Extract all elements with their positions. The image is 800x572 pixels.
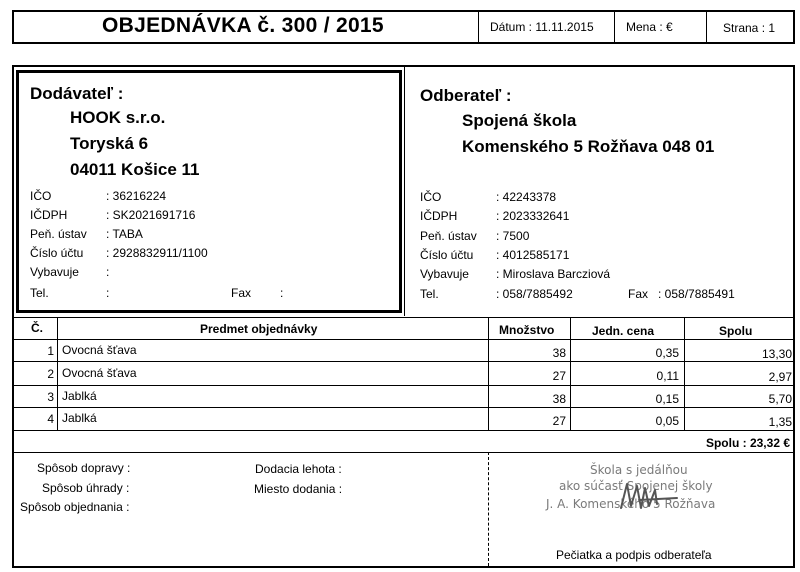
supplier-ico-value: : 36216224 (106, 189, 167, 203)
sum-line (14, 452, 794, 453)
supplier-fax-value: : (280, 286, 284, 300)
currency: Mena : € (626, 20, 673, 34)
col-header-total: Spolu (719, 324, 753, 338)
customer-ico-label: IČO (420, 190, 442, 204)
header-divider (614, 12, 615, 43)
delivery-place-label: Miesto dodania : (254, 482, 343, 496)
row-quantity: 27 (552, 369, 566, 383)
customer-fax-value: : 058/7885491 (658, 287, 735, 301)
header-divider (478, 12, 479, 43)
signature-scribble (615, 478, 685, 514)
supplier-bank-label: Peň. ústav (30, 227, 87, 241)
customer-tel-label: Tel. (420, 287, 439, 301)
supplier-account-label: Číslo účtu (30, 246, 84, 260)
table-top-line (14, 317, 794, 318)
col-header-quantity: Množstvo (499, 323, 555, 337)
supplier-handler-label: Vybavuje (30, 265, 79, 279)
customer-handler-value: : Miroslava Barcziová (496, 267, 611, 281)
table-bottom-line (14, 430, 794, 431)
supplier-heading: Dodávateľ : (30, 84, 124, 103)
table-col-divider (488, 317, 489, 430)
supplier-tel-label: Tel. (30, 286, 49, 300)
supplier-city: 04011 Košice 11 (70, 160, 200, 179)
supplier-ico-label: IČO (30, 189, 52, 203)
payment-label: Spôsob úhrady : (42, 481, 130, 495)
supplier-tel-value: : (106, 286, 110, 300)
table-row-line (14, 385, 794, 386)
row-number: 1 (47, 344, 54, 358)
supplier-street: Toryská 6 (70, 134, 149, 153)
row-unit-price: 0,35 (655, 346, 679, 360)
order-date: Dátum : 11.11.2015 (490, 20, 594, 34)
row-item: Jablká (62, 389, 97, 403)
table-header-line (14, 339, 794, 340)
order-sum: Spolu : 23,32 € (705, 436, 790, 450)
page-number: Strana : 1 (723, 21, 776, 35)
stamp-line: ako súčasť Spojenej školy (559, 479, 713, 493)
customer-name: Spojená škola (462, 111, 577, 130)
supplier-bank-value: : TABA (106, 227, 143, 241)
customer-account-value: : 4012585171 (496, 248, 570, 262)
table-col-divider (684, 317, 685, 430)
customer-ico-value: : 42243378 (496, 190, 557, 204)
supplier-name: HOOK s.r.o. (70, 108, 166, 127)
row-unit-price: 0,11 (656, 369, 679, 383)
page-title: OBJEDNÁVKA č. 300 / 2015 (102, 14, 384, 37)
stamp-line: J. A. Komenského 5 Rožňava (546, 497, 716, 511)
supplier-account-value: : 2928832911/1100 (106, 246, 208, 260)
customer-address: Komenského 5 Rožňava 048 01 (462, 137, 715, 156)
row-total: 5,70 (768, 392, 792, 406)
row-total: 1,35 (768, 415, 792, 429)
customer-handler-label: Vybavuje (420, 267, 469, 281)
customer-icdph-label: IČDPH (420, 209, 458, 223)
row-number: 2 (47, 367, 54, 381)
row-unit-price: 0,05 (655, 414, 679, 428)
supplier-icdph-value: : SK2021691716 (106, 208, 196, 222)
customer-account-label: Číslo účtu (420, 248, 474, 262)
order-method-label: Spôsob objednania : (20, 500, 130, 514)
table-row-line (14, 407, 794, 408)
row-total: 13,30 (761, 347, 792, 361)
row-quantity: 27 (552, 414, 566, 428)
row-item: Jablká (62, 411, 97, 425)
customer-tel-value: : 058/7885492 (496, 287, 573, 301)
customer-heading: Odberateľ : (420, 86, 512, 105)
signature-label: Pečiatka a podpis odberateľa (556, 548, 712, 562)
col-header-number: Č. (31, 321, 43, 335)
customer-fax-label: Fax (628, 287, 649, 301)
supplier-fax-label: Fax (231, 286, 252, 300)
table-col-divider (570, 317, 571, 430)
row-quantity: 38 (552, 346, 566, 360)
row-item: Ovocná šťava (62, 343, 137, 357)
col-header-unit-price: Jedn. cena (592, 324, 655, 338)
col-header-item: Predmet objednávky (200, 322, 318, 336)
row-item: Ovocná šťava (62, 366, 137, 380)
table-col-divider (57, 317, 58, 430)
delivery-term-label: Dodacia lehota : (255, 462, 342, 476)
supplier-icdph-label: IČDPH (30, 208, 68, 222)
row-number: 4 (47, 412, 54, 426)
supplier-handler-value: : (106, 265, 110, 279)
header-divider (706, 12, 707, 43)
supplier-box-edge (404, 67, 405, 316)
signature-divider (488, 452, 489, 566)
customer-bank-value: : 7500 (496, 229, 530, 243)
transport-label: Spôsob dopravy : (37, 461, 131, 475)
row-quantity: 38 (552, 392, 566, 406)
table-row-line (14, 361, 794, 362)
row-number: 3 (47, 390, 54, 404)
stamp-line: Škola s jedálňou (590, 463, 688, 477)
row-unit-price: 0,15 (655, 392, 679, 406)
row-total: 2,97 (768, 370, 792, 384)
customer-icdph-value: : 2023332641 (496, 209, 570, 223)
customer-bank-label: Peň. ústav (420, 229, 477, 243)
